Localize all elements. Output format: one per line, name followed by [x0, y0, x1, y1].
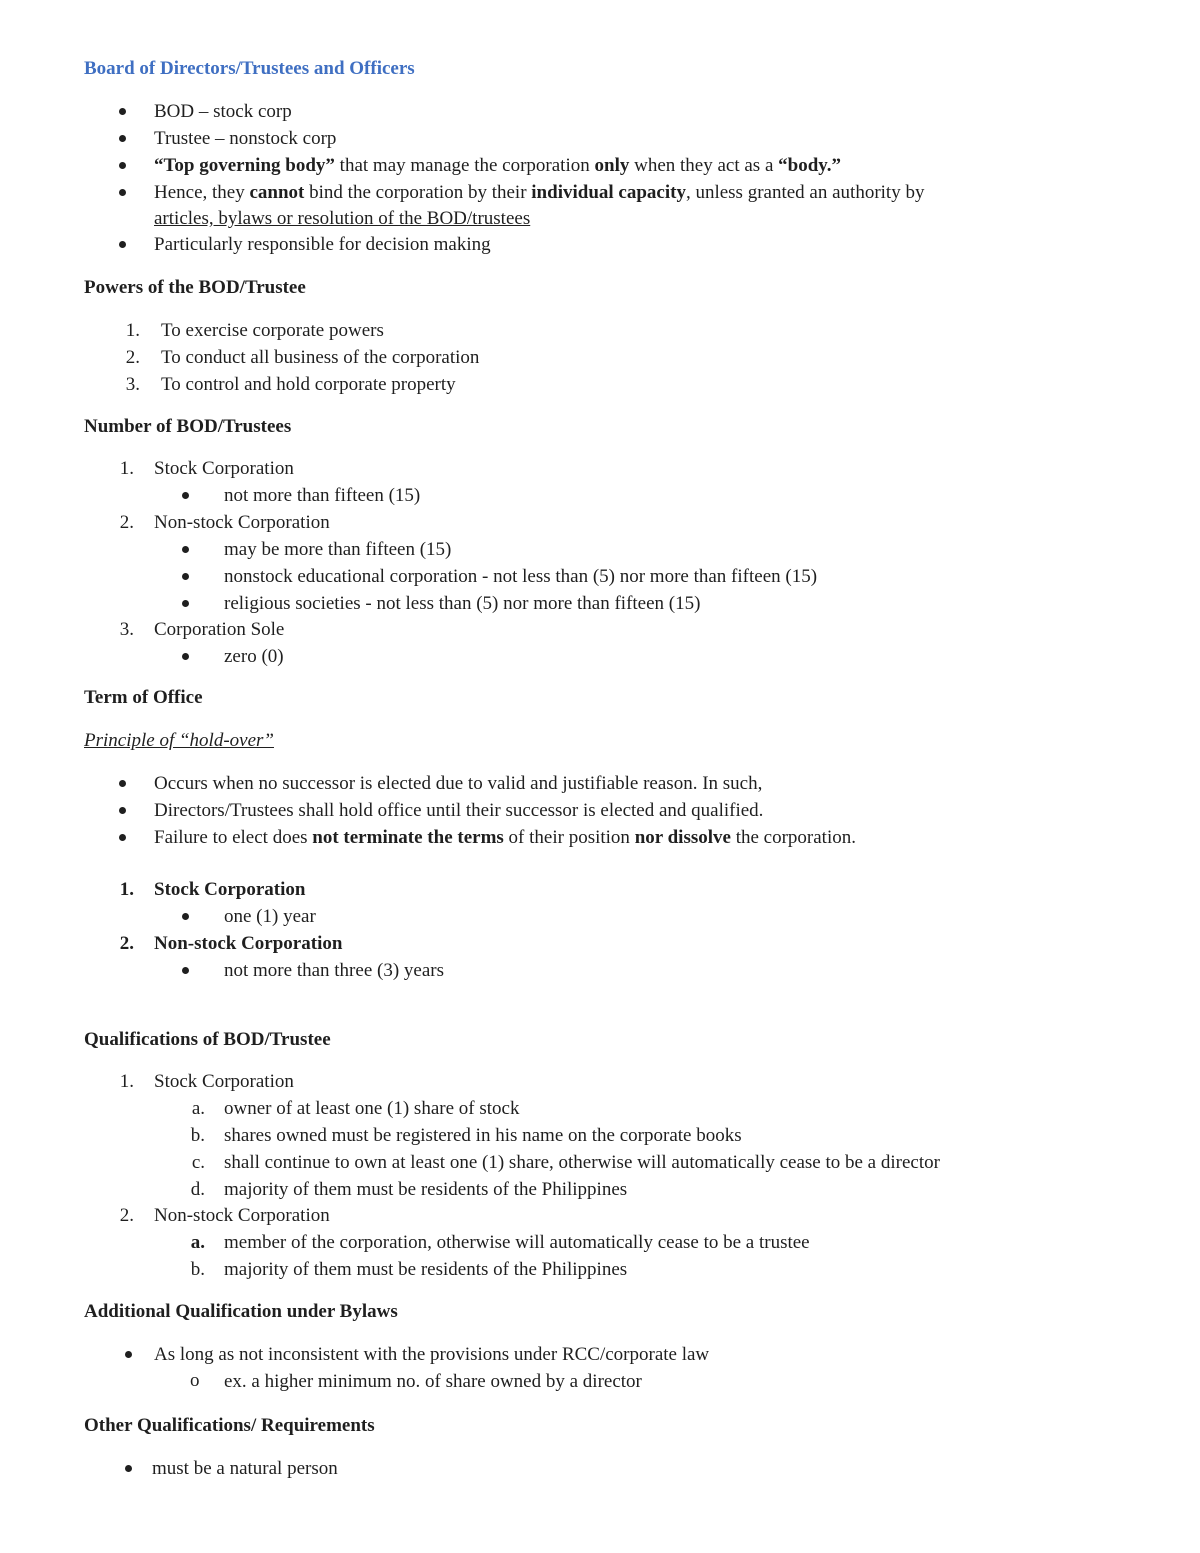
text: the corporation.: [730, 827, 856, 848]
number-nonstock-bullet-1: may be more than fifteen (15): [224, 539, 452, 560]
list-letter: a.: [190, 1232, 205, 1253]
term-stock: Stock Corporation: [154, 879, 306, 900]
bullet-icon: [182, 546, 189, 553]
qual-nonstock: Non-stock Corporation: [154, 1205, 330, 1226]
qual-stock-item-b: shares owned must be registered in his name on the corporate books: [224, 1125, 742, 1146]
list-letter: b.: [190, 1259, 205, 1280]
qual-stock: Stock Corporation: [154, 1071, 294, 1092]
term-bullet-2: Directors/Trustees shall hold office until their successor is elected and qualified.: [154, 800, 764, 821]
text-bold: “body.”: [778, 155, 841, 176]
section-heading-powers: Powers of the BOD/Trustee: [84, 277, 306, 298]
term-bullet-1: Occurs when no successor is elected due to valid and justifiable reason. In such,: [154, 773, 763, 794]
list-number: 1.: [119, 879, 134, 900]
section-heading-additional: Additional Qualification under Bylaws: [84, 1301, 398, 1322]
number-nonstock: Non-stock Corporation: [154, 512, 330, 533]
section-heading-other: Other Qualifications/ Requirements: [84, 1415, 375, 1436]
text: of their position: [503, 827, 635, 848]
additional-sub-bullet-1: ex. a higher minimum no. of share owned by a director: [224, 1371, 642, 1392]
term-bullet-3: [154, 827, 856, 849]
intro-bullet-4: [154, 182, 924, 204]
bullet-icon: [119, 241, 126, 248]
list-number: 2.: [125, 347, 140, 368]
bullet-icon: [182, 573, 189, 580]
bullet-icon: [182, 653, 189, 660]
term-stock-bullet-1: one (1) year: [224, 906, 316, 927]
list-number: 3.: [125, 374, 140, 395]
circle-bullet-icon: o: [190, 1370, 200, 1391]
powers-item-1: To exercise corporate powers: [161, 320, 384, 341]
section-heading-qualifications: Qualifications of BOD/Trustee: [84, 1029, 331, 1050]
list-letter: a.: [191, 1098, 205, 1119]
number-nonstock-bullet-3: religious societies - not less than (5) nor more than fifteen (15): [224, 593, 701, 614]
subheading-hold-over: Principle of “hold-over”: [84, 730, 274, 751]
intro-bullet-5: Particularly responsible for decision making: [154, 234, 491, 255]
term-nonstock-bullet-1: not more than three (3) years: [224, 960, 444, 981]
text: , unless granted an authority by: [685, 182, 925, 203]
number-stock: Stock Corporation: [154, 458, 294, 479]
qual-nonstock-item-a: member of the corporation, otherwise will automatically cease to be a trustee: [224, 1232, 810, 1253]
bullet-icon: [119, 189, 126, 196]
term-nonstock: Non-stock Corporation: [154, 933, 343, 954]
bullet-icon: [125, 1351, 132, 1358]
text: Hence, they: [154, 182, 250, 203]
intro-bullet-4-continued: articles, bylaws or resolution of the BOD/trustees: [154, 208, 531, 229]
bullet-icon: [119, 108, 126, 115]
qual-stock-item-d: majority of them must be residents of the Philippines: [224, 1179, 628, 1200]
text-bold: “Top governing body”: [154, 155, 335, 176]
text-bold: nor dissolve: [634, 827, 731, 848]
text: bind the corporation by their: [304, 182, 532, 203]
bullet-icon: [119, 162, 126, 169]
number-sole: Corporation Sole: [154, 619, 285, 640]
list-letter: d.: [190, 1179, 205, 1200]
section-heading-number: Number of BOD/Trustees: [84, 416, 292, 437]
text-bold: individual capacity: [531, 182, 686, 203]
intro-bullet-2: Trustee – nonstock corp: [154, 128, 337, 149]
list-letter: b.: [190, 1125, 205, 1146]
bullet-icon: [119, 135, 126, 142]
qual-stock-item-a: owner of at least one (1) share of stock: [224, 1098, 520, 1119]
powers-item-2: To conduct all business of the corporation: [161, 347, 480, 368]
list-number: 1.: [125, 320, 140, 341]
number-nonstock-bullet-2: nonstock educational corporation - not less than (5) nor more than fifteen (15): [224, 566, 818, 587]
bullet-icon: [182, 913, 189, 920]
intro-bullet-1: BOD – stock corp: [154, 101, 292, 122]
text: when they act as a: [629, 155, 779, 176]
list-number: 1.: [119, 458, 134, 479]
list-number: 3.: [119, 619, 134, 640]
qual-nonstock-item-b: majority of them must be residents of the Philippines: [224, 1259, 628, 1280]
text-bold: cannot: [249, 182, 305, 203]
list-letter: c.: [191, 1152, 205, 1173]
other-bullet-1: must be a natural person: [152, 1458, 338, 1479]
bullet-icon: [182, 600, 189, 607]
number-stock-bullet-1: not more than fifteen (15): [224, 485, 421, 506]
qual-stock-item-c: shall continue to own at least one (1) share, otherwise will automatically cease to be a director: [224, 1152, 940, 1173]
bullet-icon: [119, 780, 126, 787]
text: that may manage the corporation: [334, 155, 595, 176]
list-number: 2.: [119, 512, 134, 533]
text-bold: not terminate the terms: [312, 827, 504, 848]
document-title: Board of Directors/Trustees and Officers: [84, 58, 415, 79]
number-sole-bullet-1: zero (0): [224, 646, 284, 667]
section-heading-term: Term of Office: [84, 687, 203, 708]
bullet-icon: [182, 492, 189, 499]
text-bold: only: [594, 155, 630, 176]
list-number: 2.: [119, 933, 134, 954]
intro-bullet-3: [154, 155, 841, 177]
bullet-icon: [182, 967, 189, 974]
text: Failure to elect does: [154, 827, 313, 848]
additional-bullet-1: As long as not inconsistent with the provisions under RCC/corporate law: [154, 1344, 710, 1365]
bullet-icon: [125, 1465, 132, 1472]
list-number: 1.: [119, 1071, 134, 1092]
bullet-icon: [119, 807, 126, 814]
powers-item-3: To control and hold corporate property: [161, 374, 456, 395]
list-number: 2.: [119, 1205, 134, 1226]
bullet-icon: [119, 834, 126, 841]
